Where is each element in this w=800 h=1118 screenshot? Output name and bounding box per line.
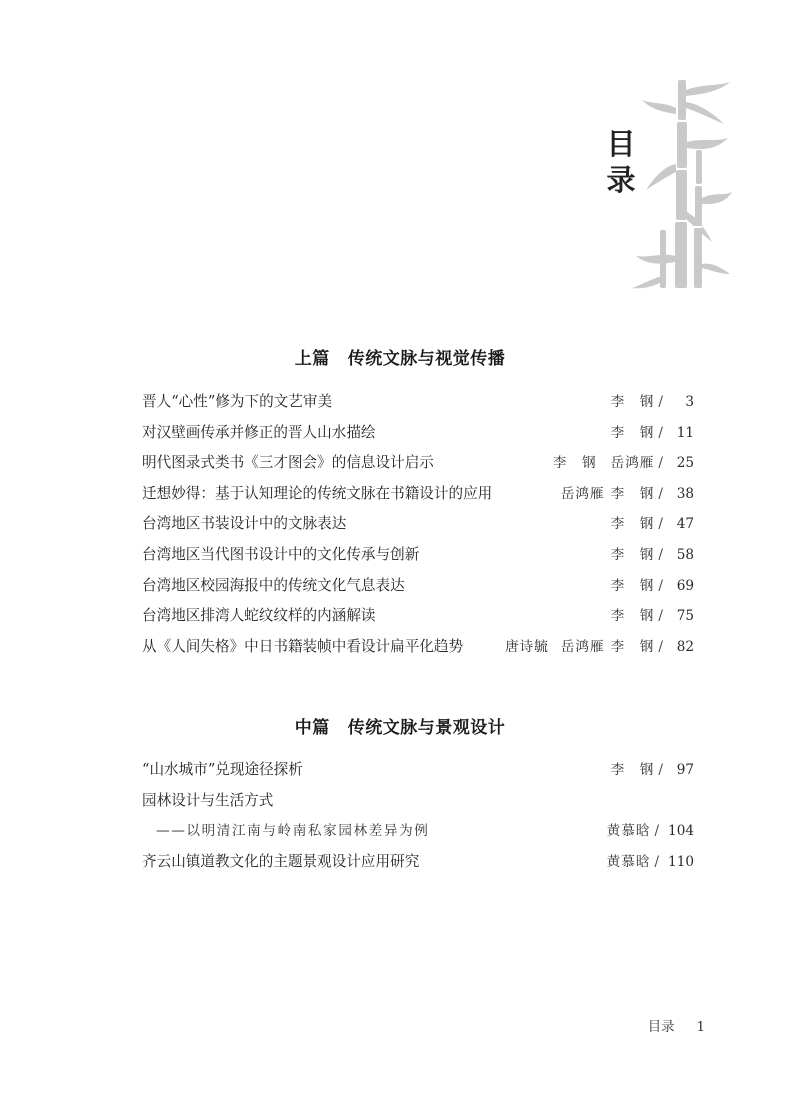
entry-author: 黄慕晗 bbox=[606, 853, 651, 870]
entry-author: 李 钢 bbox=[610, 546, 655, 563]
entry-author: 李 钢 bbox=[610, 485, 655, 502]
entry-authors bbox=[611, 571, 694, 602]
bamboo-illustration bbox=[628, 80, 732, 290]
section-1-entries bbox=[0, 387, 800, 662]
entry-author: 李 钢 bbox=[610, 424, 655, 441]
separator-slash: / bbox=[658, 577, 664, 594]
entry-page: 11 bbox=[676, 424, 694, 441]
toc-entry[interactable] bbox=[0, 540, 800, 571]
toc-entry[interactable] bbox=[0, 755, 800, 786]
entry-author: 李 钢 bbox=[610, 394, 655, 410]
separator-slash: / bbox=[658, 394, 664, 410]
entry-page: 69 bbox=[676, 577, 694, 594]
entry-authors bbox=[505, 632, 694, 663]
entry-title: 晋人“心性”修为下的文艺审美 bbox=[142, 393, 333, 410]
page-number: 1 bbox=[696, 1020, 705, 1035]
entry-page: 3 bbox=[685, 394, 694, 410]
toc-entry[interactable] bbox=[0, 632, 800, 663]
separator-slash: / bbox=[658, 455, 664, 472]
toc-title-char: 目 bbox=[606, 127, 636, 161]
toc-entry[interactable] bbox=[0, 418, 800, 449]
entry-title: 台湾地区当代图书设计中的文化传承与创新 bbox=[142, 545, 420, 563]
section-part: 上篇 bbox=[294, 349, 330, 369]
entry-authors bbox=[561, 479, 694, 510]
entry-authors bbox=[611, 387, 694, 418]
entry-authors bbox=[553, 448, 694, 479]
toc-entry-subtitle[interactable] bbox=[0, 816, 800, 847]
separator-slash: / bbox=[658, 424, 664, 441]
section-part: 中篇 bbox=[294, 718, 330, 738]
entry-page: 25 bbox=[676, 455, 694, 472]
separator-slash: / bbox=[658, 608, 664, 625]
entry-title: “山水城市”兑现途径探析 bbox=[142, 761, 303, 778]
entry-author: 李 钢 bbox=[610, 762, 655, 778]
toc-entry[interactable] bbox=[0, 571, 800, 602]
separator-slash: / bbox=[658, 485, 664, 502]
entry-page: 104 bbox=[668, 823, 694, 840]
entry-page: 58 bbox=[676, 546, 694, 563]
entry-page: 38 bbox=[676, 485, 694, 502]
section-heading-1 bbox=[0, 344, 800, 369]
entry-title: 齐云山镇道教文化的主题景观设计应用研究 bbox=[142, 852, 420, 870]
entry-author: 李 钢 bbox=[610, 638, 655, 655]
separator-slash: / bbox=[658, 638, 664, 655]
entry-author: 李 钢 bbox=[610, 516, 655, 533]
toc-entry[interactable] bbox=[0, 786, 800, 817]
entry-authors bbox=[607, 847, 694, 878]
entry-author: 岳鸿雁 bbox=[560, 638, 605, 655]
section-2-entries bbox=[0, 755, 800, 877]
separator-slash: / bbox=[654, 823, 661, 840]
entry-authors bbox=[611, 755, 694, 786]
entry-authors bbox=[611, 540, 694, 571]
toc-entry[interactable] bbox=[0, 387, 800, 418]
toc-entry[interactable] bbox=[0, 847, 800, 878]
entry-page: 82 bbox=[676, 638, 694, 655]
entry-authors bbox=[611, 601, 694, 632]
separator-slash: / bbox=[658, 546, 664, 563]
entry-title: 台湾地区书装设计中的文脉表达 bbox=[142, 515, 347, 533]
entry-subtitle: ——以明清江南与岭南私家园林差异为例 bbox=[156, 823, 430, 840]
toc-entry[interactable] bbox=[0, 601, 800, 632]
toc-entry[interactable] bbox=[0, 448, 800, 479]
entry-page: 110 bbox=[668, 853, 694, 870]
entry-author: 唐诗毓 bbox=[505, 638, 549, 655]
section-name: 传统文脉与视觉传播 bbox=[347, 349, 506, 369]
entry-page: 97 bbox=[676, 762, 694, 778]
toc-entry[interactable] bbox=[0, 479, 800, 510]
entry-title: 台湾地区排湾人蛇纹纹样的内涵解读 bbox=[142, 607, 376, 625]
toc-entry[interactable] bbox=[0, 509, 800, 540]
entry-title: 从《人间失格》中日书籍装帧中看设计扁平化趋势 bbox=[142, 637, 464, 655]
entry-authors bbox=[611, 418, 694, 449]
footer-label: 目录 bbox=[647, 1020, 675, 1035]
entry-title: 迁想妙得：基于认知理论的传统文脉在书籍设计的应用 bbox=[142, 484, 493, 502]
page-footer bbox=[648, 1016, 705, 1035]
entry-page: 47 bbox=[676, 516, 694, 533]
separator-slash: / bbox=[658, 516, 664, 533]
separator-slash: / bbox=[658, 762, 664, 778]
entry-title: 台湾地区校园海报中的传统文化气息表达 bbox=[142, 576, 405, 594]
entry-title: 对汉壁画传承并修正的晋人山水描绘 bbox=[142, 423, 376, 441]
entry-authors bbox=[611, 509, 694, 540]
entry-author: 李 钢 bbox=[610, 608, 655, 625]
separator-slash: / bbox=[654, 853, 661, 870]
entry-author: 岳鸿雁 bbox=[560, 485, 605, 502]
entry-author: 李 钢 bbox=[552, 455, 597, 472]
entry-author: 岳鸿雁 bbox=[610, 455, 655, 472]
entry-authors bbox=[607, 816, 694, 847]
toc-title bbox=[604, 126, 638, 198]
entry-title: 明代图录式类书《三才图会》的信息设计启示 bbox=[142, 454, 434, 472]
entry-author: 黄慕晗 bbox=[606, 823, 651, 840]
section-name: 传统文脉与景观设计 bbox=[347, 718, 506, 738]
entry-author: 李 钢 bbox=[610, 577, 655, 594]
entry-title: 园林设计与生活方式 bbox=[142, 791, 274, 809]
entry-page: 75 bbox=[676, 608, 694, 625]
section-heading-2 bbox=[0, 713, 800, 738]
toc-title-char: 录 bbox=[606, 163, 636, 197]
